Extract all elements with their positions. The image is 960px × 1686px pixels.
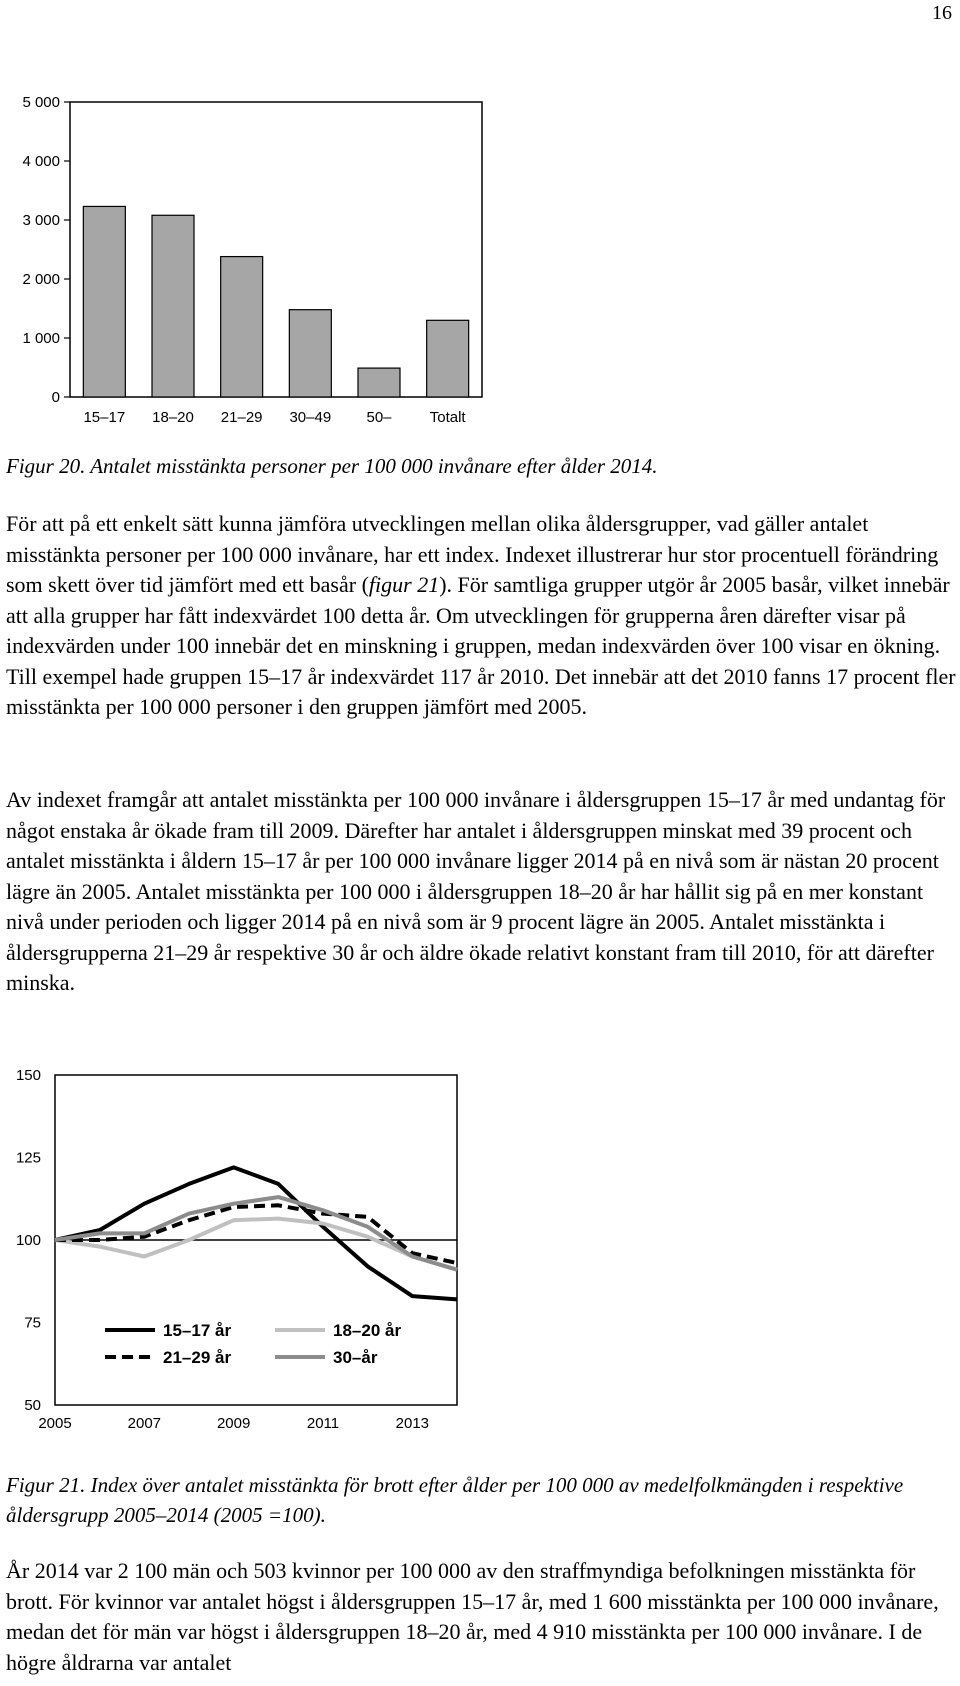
x-tick-label: 2007: [127, 1415, 162, 1432]
y-tick-label: 75: [24, 1314, 41, 1332]
bar: [289, 310, 331, 397]
paragraph-text: För att på ett enkelt sätt kunna jämföra utvecklingen mellan olika åldersgrupper, vad gäller antalet misstänkta personer per 100 000 invånare, har ett index. Indexet illustrerar hur stor procentuell förändring som skett över tid jämfört med ett basår (: [6, 511, 939, 597]
figure-21-caption: Figur 21. Index över antalet misstänkta för brott efter ålder per 100 000 av medelfolkmängden i respektive åldersgrupp 2005–2014 (2005 =100).: [6, 1473, 904, 1527]
legend-label: 30–år: [333, 1348, 378, 1367]
paragraph-text: ). För samtliga grupper utgör år 2005 basår, vilket innebär att alla grupper har fått indexvärdet 100 detta år. Om utvecklingen för grupperna åren därefter visar på indexvärden under 100 innebär det en minskning i gruppen, medan indexvärden över 100 visar en ökning. Till exempel hade gruppen 15–17 år indexvärdet 117 år 2010. Det innebär att det 2010 fanns 17 procent fler misstänkta per 100 000 personer i den gruppen jämfört med 2005.: [6, 572, 956, 719]
bar: [152, 215, 194, 397]
x-tick-label: 50–: [366, 409, 392, 426]
bar: [83, 206, 125, 397]
y-tick-label: 1 000: [22, 330, 60, 347]
y-tick-label: 150: [15, 1067, 41, 1084]
y-tick-label: 2 000: [22, 271, 60, 288]
bar: [427, 320, 469, 397]
page-number: 16: [932, 2, 952, 24]
y-tick-label: 50: [24, 1397, 41, 1414]
paragraph-gender: År 2014 var 2 100 män och 503 kvinnor per 100 000 av den straffmyndiga befolkningen misstänkta för brott. För kvinnor var antalet högst i åldersgruppen 15–17 år, med 1 600 misstänkta per 100 000 invånare, medan det för män var högst i åldersgruppen 18–20 år, med 4 910 misstänkta per 100 000 invånare. I de högre åldrarna var antalet: [6, 1558, 939, 1675]
y-tick-label: 3 000: [22, 212, 60, 229]
line-chart-index: [0, 1060, 470, 1440]
bar-chart-age: [0, 85, 500, 435]
legend-label: 21–29 år: [163, 1348, 232, 1367]
plot-frame: [70, 102, 482, 397]
y-tick-label: 100: [15, 1232, 41, 1249]
x-tick-label: 15–17: [83, 409, 126, 426]
x-tick-label: 2005: [38, 1415, 72, 1432]
paragraph-index-trends: Av indexet framgår att antalet misstänkta per 100 000 invånare i åldersgruppen 15–17 år med undantag för något enstaka år ökade fram till 2009. Därefter har antalet i åldersgruppen minskat med 39 procent och antalet misstänkta i åldern 15–17 år per 100 000 invånare ligger 2014 på en nivå som är nästan 20 procent lägre än 2005. Antalet misstänkta per 100 000 i åldersgruppen 18–20 år har hållit sig på en mer konstant nivå under perioden och ligger 2014 på en nivå som är 9 procent lägre än 2005. Antalet misstänkta i åldersgrupperna 21–29 år respektive 30 år och äldre ökade relativt konstant fram till 2010, för att därefter minska.: [6, 787, 946, 995]
legend-label: 15–17 år: [163, 1321, 232, 1340]
bar: [358, 368, 400, 397]
bar: [221, 257, 263, 397]
x-tick-label: 2011: [306, 1415, 340, 1432]
x-tick-label: 30–49: [289, 409, 332, 426]
x-tick-label: 18–20: [152, 409, 194, 426]
x-tick-label: Totalt: [429, 409, 466, 426]
y-tick-label: 4 000: [22, 153, 60, 170]
x-tick-label: 2013: [395, 1415, 430, 1432]
legend-label: 18–20 år: [333, 1321, 402, 1340]
y-tick-label: 5 000: [22, 94, 60, 111]
y-tick-label: 0: [51, 389, 60, 406]
x-tick-label: 2009: [216, 1415, 251, 1432]
figure-reference: figur 21: [368, 572, 440, 597]
x-tick-label: 21–29: [220, 409, 263, 426]
paragraph-index-explanation: [6, 509, 956, 723]
figure-20-caption: Figur 20. Antalet misstänkta personer per 100 000 invånare efter ålder 2014.: [6, 454, 658, 478]
y-tick-label: 125: [15, 1149, 41, 1167]
